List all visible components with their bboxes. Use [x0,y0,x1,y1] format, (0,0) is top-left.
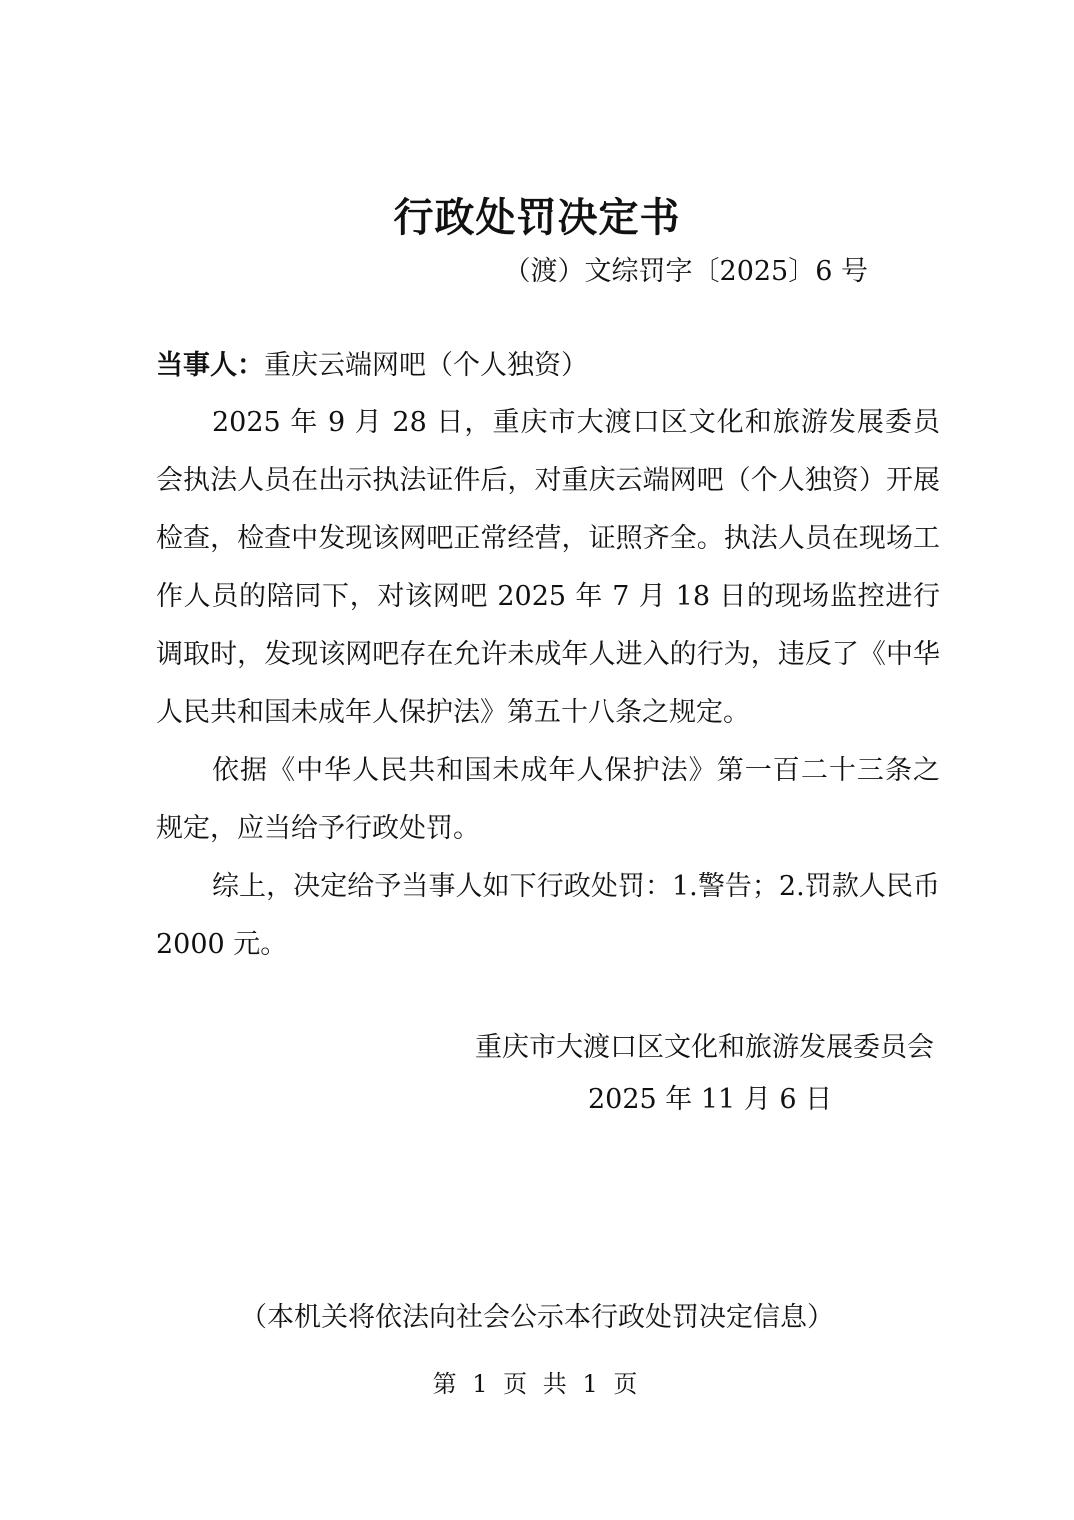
party-name: 重庆云端网吧（个人独资） [264,350,588,381]
document-number: （渡）文综罚字〔2025〕6 号 [503,256,868,287]
page-footer: 第 1 页 共 1 页 [432,1370,642,1398]
disclosure-notice: （本机关将依法向社会公示本行政处罚决定信息） [240,1302,834,1333]
signature-organization: 重庆市大渡口区文化和旅游发展委员会 [475,1032,934,1063]
paragraph-legal-basis: 依据《中华人民共和国未成年人保护法》第一百二十三条之规定，应当给予行政处罚。 [156,755,940,844]
party-label: 当事人： [156,350,264,381]
paragraph-facts: 2025 年 9 月 28 日，重庆市大渡口区文化和旅游发展委员会执法人员在出示执法证件后，对重庆云端网吧（个人独资）开展检查，检查中发现该网吧正常经营，证照齐全。执法人员在现场工作人员的陪同下，对该网吧 2025 年 7 月 18 日的现场监控进行调取时，发现该网吧存在允许未成年人进入的行为，违反了《中华人民共和国未成年人保护法》第五十八条之规定。 [156,407,940,728]
document-body [156,394,940,974]
paragraph-decision: 综上，决定给予当事人如下行政处罚：1.警告；2.罚款人民币 2000 元。 [156,871,940,960]
document-title: 行政处罚决定书 [393,194,681,241]
party-line [156,344,588,388]
signature-date: 2025 年 11 月 6 日 [588,1084,833,1115]
